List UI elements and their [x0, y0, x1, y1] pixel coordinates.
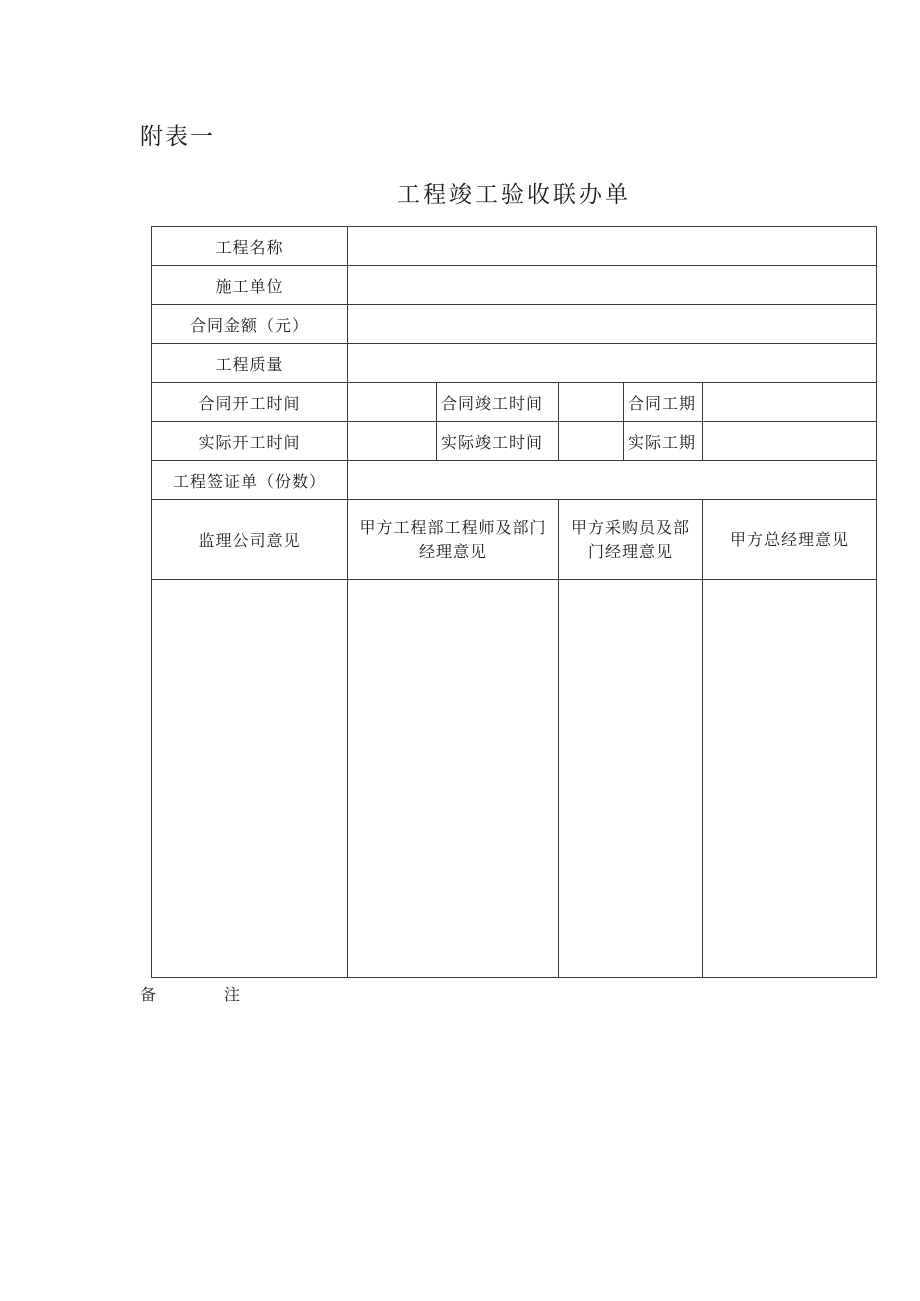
label-project-name: 工程名称	[152, 227, 348, 266]
input-contract-completion[interactable]	[559, 383, 624, 422]
input-project-name[interactable]	[348, 227, 877, 266]
row-project-name	[152, 227, 877, 266]
label-construction-unit: 施工单位	[152, 266, 348, 305]
input-project-quality[interactable]	[348, 344, 877, 383]
input-construction-unit[interactable]	[348, 266, 877, 305]
row-opinion-headers	[152, 500, 877, 580]
row-visa-count	[152, 461, 877, 500]
form-title: 工程竣工验收联办单	[397, 182, 631, 208]
input-visa-count[interactable]	[348, 461, 877, 500]
input-contract-period[interactable]	[703, 383, 877, 422]
row-project-quality	[152, 344, 877, 383]
remark-char-2: 注	[224, 985, 241, 1004]
label-project-quality: 工程质量	[152, 344, 348, 383]
input-contract-amount[interactable]	[348, 305, 877, 344]
row-opinion-bodies	[152, 580, 877, 978]
label-contract-period: 合同工期	[624, 383, 703, 422]
input-actual-start[interactable]	[348, 422, 437, 461]
label-actual-period: 实际工期	[624, 422, 703, 461]
row-actual-schedule	[152, 422, 877, 461]
label-contract-start: 合同开工时间	[152, 383, 348, 422]
input-actual-period[interactable]	[703, 422, 877, 461]
acceptance-form-table	[151, 226, 877, 978]
body-engineering-opinion[interactable]	[348, 580, 559, 978]
label-contract-completion: 合同竣工时间	[437, 383, 559, 422]
header-engineering-opinion: 甲方工程部工程师及部门经理意见	[348, 500, 559, 580]
body-supervision-opinion[interactable]	[152, 580, 348, 978]
body-purchasing-opinion[interactable]	[559, 580, 703, 978]
header-purchasing-opinion: 甲方采购员及部门经理意见	[559, 500, 703, 580]
header-supervision-opinion: 监理公司意见	[152, 500, 348, 580]
input-actual-completion[interactable]	[559, 422, 624, 461]
row-contract-schedule	[152, 383, 877, 422]
label-actual-start: 实际开工时间	[152, 422, 348, 461]
remark-label	[140, 983, 240, 1007]
body-gm-opinion[interactable]	[703, 580, 877, 978]
label-contract-amount: 合同金额（元）	[152, 305, 348, 344]
remark-char-1: 备	[140, 985, 157, 1004]
row-construction-unit	[152, 266, 877, 305]
appendix-label: 附表一	[140, 124, 215, 150]
input-contract-start[interactable]	[348, 383, 437, 422]
header-gm-opinion: 甲方总经理意见	[703, 500, 877, 580]
label-actual-completion: 实际竣工时间	[437, 422, 559, 461]
row-contract-amount	[152, 305, 877, 344]
label-visa-count: 工程签证单（份数）	[152, 461, 348, 500]
